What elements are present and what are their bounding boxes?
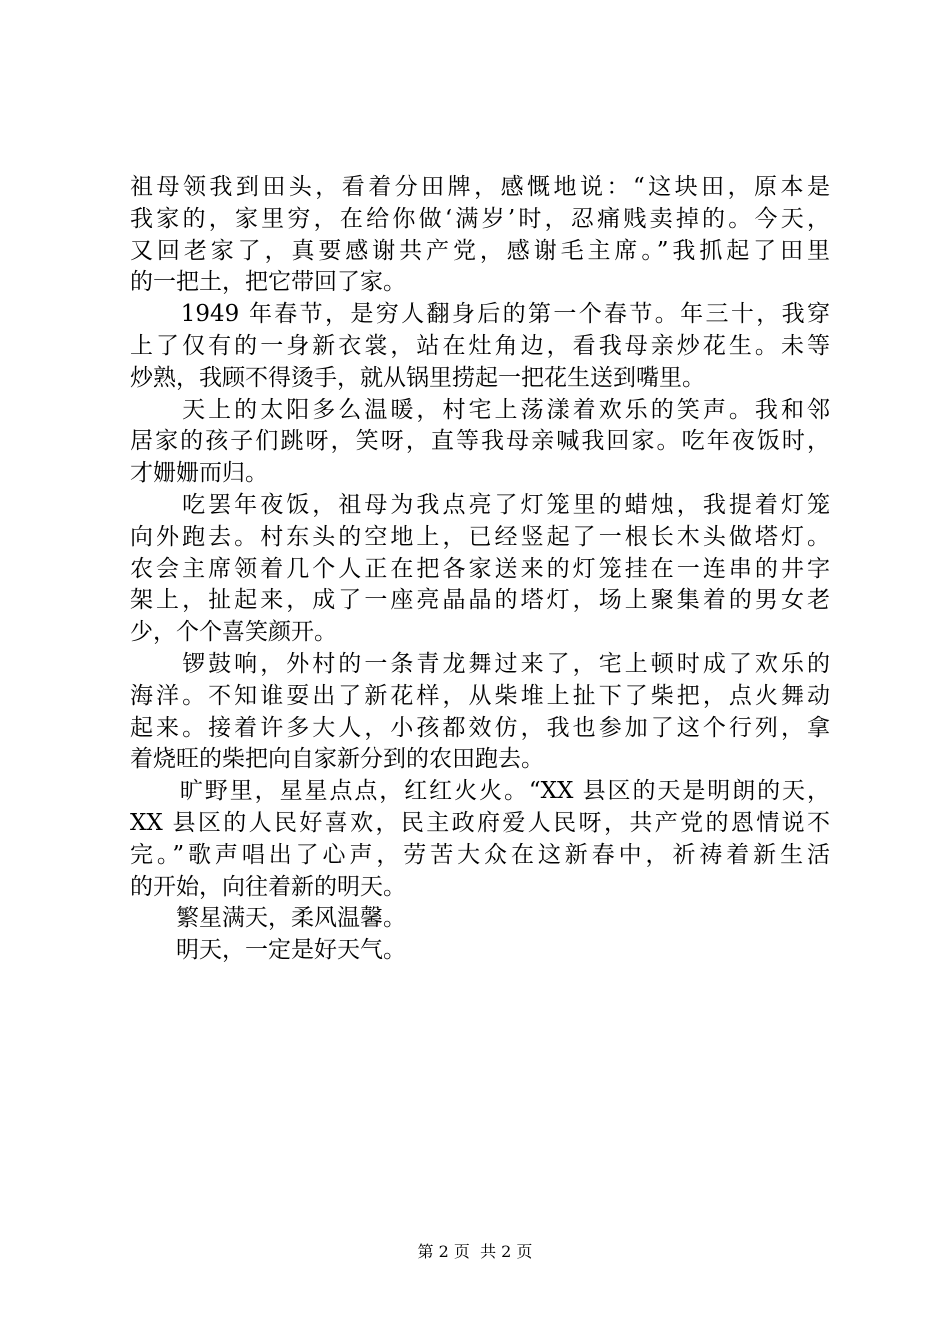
text-line: 起来。接着许多大人，小孩都效仿，我也参加了这个行列，拿 <box>130 714 830 741</box>
text-line: 海洋。不知谁耍出了新花样，从柴堆上扯下了柴把，点火舞动 <box>130 682 830 709</box>
text-line: 我家的，家里穷，在给你做‘满岁’时，忍痛贱卖掉的。今天， <box>130 205 830 232</box>
text-line: 少，个个喜笑颜开。 <box>130 619 337 646</box>
text-line: 的一把土，把它带回了家。 <box>130 269 406 296</box>
text-line: 架上，扯起来，成了一座亮晶晶的塔灯，场上聚集着的男女老 <box>130 587 830 614</box>
text-line: 着烧旺的柴把向自家新分到的农田跑去。 <box>130 746 544 773</box>
text-line: 锣鼓响，外村的一条青龙舞过来了，宅上顿时成了欢乐的 <box>130 650 830 677</box>
text-line: 1949 年春节，是穷人翻身后的第一个春节。年三十，我穿 <box>130 301 830 328</box>
text-line: 又回老家了，真要感谢共产党，感谢毛主席。”我抓起了田里 <box>130 237 830 264</box>
text-line: 的开始，向往着新的明天。 <box>130 873 406 900</box>
text-line: 向外跑去。村东头的空地上，已经竖起了一根长木头做塔灯。 <box>130 523 830 550</box>
text-line: 天上的太阳多么温暖，村宅上荡漾着欢乐的笑声。我和邻 <box>130 396 830 423</box>
body-text <box>130 172 830 967</box>
page-number-footer: 第 2 页 共 2 页 <box>417 1242 533 1261</box>
text-line: 完。”歌声唱出了心声，劳苦大众在这新春中，祈祷着新生活 <box>130 841 830 868</box>
text-line: 炒熟，我顾不得烫手，就从锅里捞起一把花生送到嘴里。 <box>130 364 705 391</box>
text-line: 农会主席领着几个人正在把各家送来的灯笼挂在一连串的井字 <box>130 555 830 582</box>
text-line: 才姗姗而归。 <box>130 460 268 487</box>
text-line: 居家的孩子们跳呀，笑呀，直等我母亲喊我回家。吃年夜饭时， <box>130 428 830 455</box>
text-line: 吃罢年夜饭，祖母为我点亮了灯笼里的蜡烛，我提着灯笼 <box>130 491 830 518</box>
text-line: XX 县区的人民好喜欢，民主政府爱人民呀，共产党的恩情说不 <box>130 809 830 836</box>
text-line: 明天，一定是好天气。 <box>130 937 406 964</box>
text-line: 祖母领我到田头，看着分田牌，感慨地说：“这块田，原本是 <box>130 174 830 200</box>
text-line: 繁星满天，柔风温馨。 <box>130 905 406 932</box>
text-line: 旷野里，星星点点，红红火火。“XX 县区的天是明朗的天， <box>130 778 830 805</box>
text-line: 上了仅有的一身新衣裳，站在灶角边，看我母亲炒花生。未等 <box>130 332 830 359</box>
